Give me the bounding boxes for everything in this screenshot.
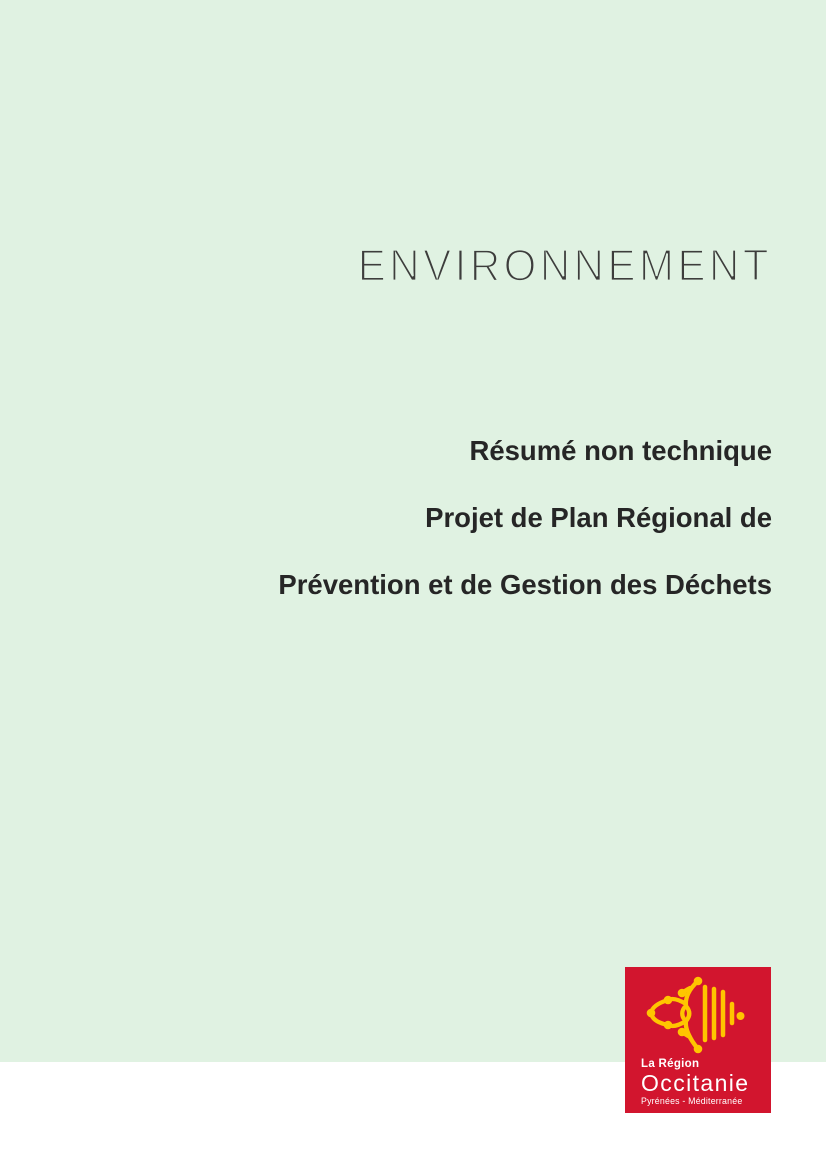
occitanie-region-logo — [625, 967, 771, 1113]
logo-region-label: La Région — [641, 1058, 700, 1070]
cover-title-line-3: Prévention et de Gestion des Déchets — [278, 569, 772, 600]
cover-title-line-1: Résumé non technique — [469, 435, 772, 466]
cover-heading: ENVIRONNEMENT — [357, 239, 772, 291]
logo-region-name: Occitanie — [641, 1070, 750, 1096]
cover-title-block — [278, 436, 772, 637]
occitan-cross-icon — [639, 976, 749, 1058]
logo-region-subtitle: Pyrénées - Méditerranée — [641, 1096, 743, 1106]
cover-title-line-2: Projet de Plan Régional de — [425, 502, 772, 533]
logo-text-block — [641, 1058, 749, 1107]
